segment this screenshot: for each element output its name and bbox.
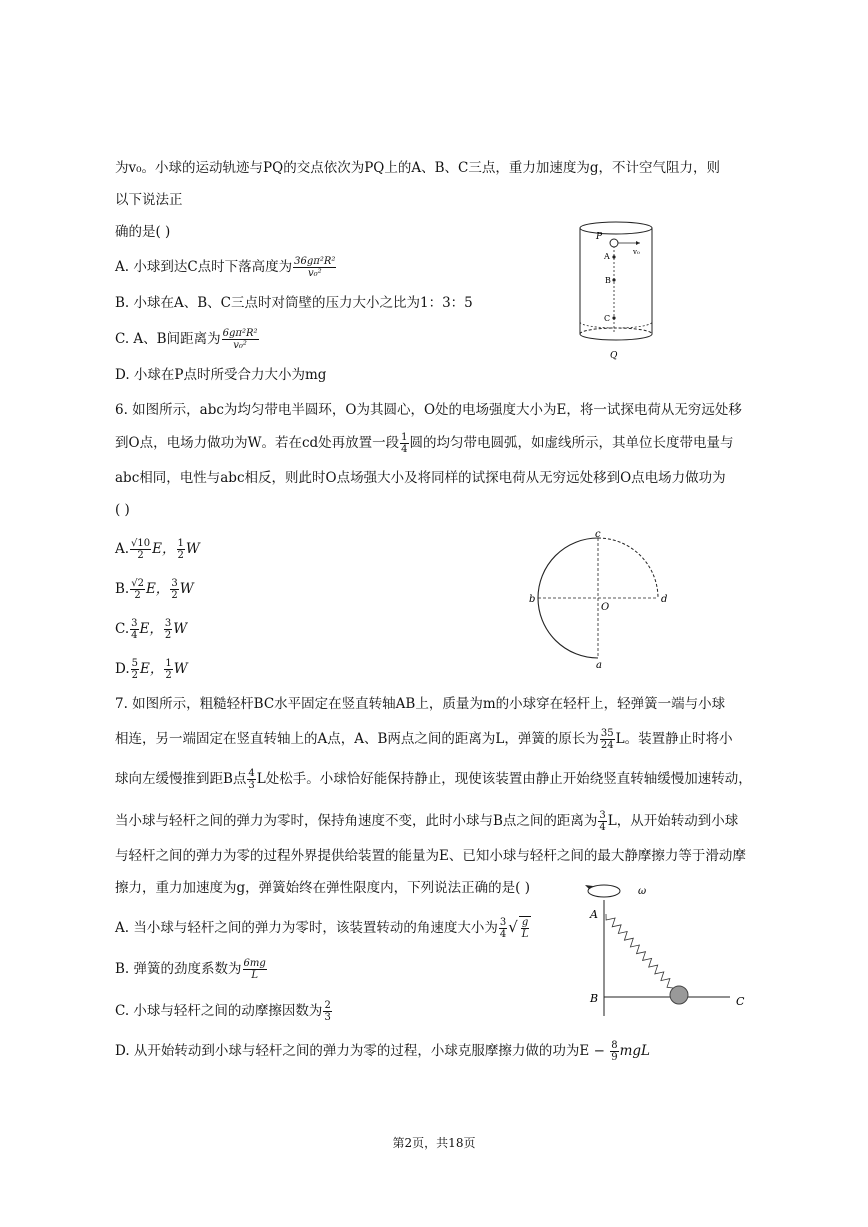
q7-option-a [115,916,531,940]
quarter-arc-cd [598,538,658,598]
label-d: d [661,594,668,605]
velocity-arrowhead [636,241,640,245]
label-a: A [590,908,598,921]
frac-den: 3 [324,1012,331,1023]
cylinder-top-ellipse [580,222,652,234]
q6-line2 [115,432,734,455]
frac2 [170,578,178,601]
sqrt-fraction [521,917,530,940]
frac-num: 4 [248,768,255,779]
sqrt-sign: √ [508,918,518,936]
frac1 [130,538,151,561]
frac-den: v₀² [233,340,247,351]
frac-num: 2 [324,1000,331,1011]
frac-den: 2 [134,590,141,601]
q7-option-d-post: mgL [619,1043,650,1059]
frac2 [177,538,185,561]
frac2 [164,658,172,681]
frac-num: 1 [165,658,172,669]
q7-option-d [115,1040,650,1063]
frac1 [130,578,145,601]
option-end: W [173,621,188,637]
option-end: W [179,581,194,597]
frac-num: √10 [131,538,151,549]
label-c: c [595,530,601,540]
q7-option-c-fraction [323,1000,331,1023]
q7-line5: 与轻杆之间的弹力为零的过程外界提供给装置的能量为E、已知小球与轻杆之间的最大静摩擦力等于滑动摩 [115,848,746,864]
option-mid: E， [145,581,170,597]
frac-den: 2 [165,670,172,681]
ring-figure [520,530,680,670]
q6-line2-fraction [400,432,408,455]
frac-den: 2 [131,670,139,681]
q5-option-c-text: C. A、B间距离为 [115,331,221,347]
q6-option-c [115,618,187,641]
cylinder-bottom-back [580,328,652,334]
frac-den: 24 [600,740,614,751]
label-a: A [604,252,610,261]
q7-option-a-sqrt [519,916,532,940]
option-mid: E， [152,541,176,557]
label-omega: ω [638,886,647,897]
frac-num: 8 [611,1040,618,1051]
frac-num: g [521,917,529,928]
q7-line3-text-a: 球向左缓慢推到距B点 [115,771,247,787]
option-mid: E， [140,661,164,677]
q7-line2-fraction [600,728,615,751]
option-mid: E， [139,621,163,637]
q7-option-a-text: A. 当小球与轻杆之间的弹力为零时，该装置转动的角速度大小为 [115,920,498,936]
q6-line4: ( ) [115,502,130,518]
frac-den: L [521,929,529,940]
q7-line2-text-b: L。装置静止时将小 [615,731,733,747]
cylinder-figure [570,212,662,362]
option-label: D. [115,661,130,677]
q5-option-a-text: A. 小球到达C点时下落高度为 [115,259,293,275]
q5-line2: 以下说法正 [115,192,183,208]
frac-den: 4 [599,822,606,833]
frac-num: 5 [131,658,139,669]
q5-option-a [115,256,337,279]
label-a: a [596,660,602,670]
q7-line2-text-a: 相连，另一端固定在竖直转轴上的A点，A、B两点之间的距离为L，弹簧的原长为 [115,731,599,747]
q7-option-c-text: C. 小球与轻杆之间的动摩擦因数为 [115,1003,323,1019]
q7-line2 [115,728,733,751]
rod-spring-figure [580,878,750,1018]
q7-line3 [115,768,752,791]
frac-num: 6gπ²R² [222,328,258,339]
frac-den: 9 [611,1052,618,1063]
q5-option-c [115,328,260,351]
frac1 [130,618,138,641]
option-end: W [185,541,200,557]
frac-den: 3 [248,780,255,791]
frac-num: 3 [164,618,172,629]
label-b: B [590,992,599,1005]
cylinder-c-level [580,322,652,328]
q7-line1: 7. 如图所示，粗糙轻杆BC水平固定在竖直转轴AB上，质量为m的小球穿在轻杆上，轻弹簧一端与小球 [115,696,726,712]
frac-den: 2 [177,550,184,561]
q7-option-c [115,1000,333,1023]
label-b: B [605,276,611,285]
q7-line4-fraction [598,810,606,833]
point-c-dot [612,316,615,319]
frac2 [164,618,172,641]
frac-den: 4 [131,630,138,641]
frac-den: 2 [164,630,172,641]
option-end: W [173,661,188,677]
q7-option-d-fraction [610,1040,618,1063]
label-p: P [596,232,603,242]
frac-num: 3 [599,810,606,821]
q5-option-b: B. 小球在A、B、C三点时对筒壁的压力大小之比为1：3：5 [115,295,473,311]
point-a-dot [612,255,615,258]
q7-line3-text-b: L处松手。小球恰好能保持静止，现使该装置由静止开始绕竖直转轴缓慢加速转动， [256,771,752,787]
label-o: O [601,602,610,613]
q7-line4-text-b: L，从开始转动到小球 [607,813,739,829]
frac-num: 3 [499,917,507,928]
frac-den: v₀² [307,268,322,279]
ball [610,239,618,247]
q7-line4-text-a: 当小球与轻杆之间的弹力为零时，保持角速度不变，此时小球与B点之间的距离为 [115,813,598,829]
q6-line2-text-a: 到O点，电场力做功为W。若在cd处再放置一段 [115,435,400,451]
frac-den: 2 [171,590,178,601]
frac1 [131,658,139,681]
frac-num: 1 [401,432,408,443]
q5-line3: 确的是( ) [115,224,171,240]
q7-option-b-text: B. 弹簧的劲度系数为 [115,961,242,977]
frac-den: L [251,970,258,981]
frac-num: 6mg [243,958,266,969]
q7-option-a-fraction [499,917,507,940]
label-q: Q [610,351,618,361]
label-c: C [604,314,611,323]
q7-line4 [115,810,738,833]
q6-line2-text-b: 圆的均匀带电圆弧，如虚线所示，其单位长度带电量与 [409,435,734,451]
frac-num: 3 [131,618,138,629]
q7-option-d-text: D. 从开始转动到小球与轻杆之间的弹力为零的过程，小球克服摩擦力做的功为E − [115,1043,610,1059]
option-label: A. [115,541,130,557]
frac-den: 4 [401,444,408,455]
q5-option-a-fraction [293,256,336,279]
q5-option-c-fraction [222,328,259,351]
q6-option-a [115,538,200,561]
frac-num: √2 [131,578,144,589]
frac-den: 2 [137,550,144,561]
spring [606,914,673,988]
q5-line1: 为v₀。小球的运动轨迹与PQ的交点依次为PQ上的A、B、C三点，重力加速度为g，不计空气阻力，则 [115,160,720,176]
frac-num: 1 [177,538,184,549]
page-footer: 第2页，共18页 [392,1136,476,1150]
q7-option-b [115,958,268,981]
option-label: C. [115,621,130,637]
frac-num: 36gπ²R² [294,256,336,267]
frac-num: 35 [600,728,614,739]
frac-num: 3 [171,578,178,589]
q5-option-d: D. 小球在P点时所受合力大小为mg [115,367,327,383]
cylinder-bottom-front [580,334,652,340]
ball [670,986,688,1004]
point-b-dot [612,278,615,281]
q6-option-d [115,658,188,681]
frac-den: 4 [499,929,507,940]
q7-option-b-fraction [243,958,267,981]
q6-option-b [115,578,194,601]
option-label: B. [115,581,130,597]
label-b: b [529,594,536,605]
q6-line3: abc相同，电性与abc相反，则此时O点场强大小及将同样的试探电荷从无穷远处移到O点电场力做功为 [115,470,726,486]
label-c: C [736,995,745,1008]
rotation-ellipse [588,885,620,897]
q6-line1: 6. 如图所示，abc为均匀带电半圆环，O为其圆心，O处的电场强度大小为E，将一试探电荷从无穷远处移 [115,402,742,418]
q7-line3-fraction [247,768,255,791]
q7-line6: 擦力，重力加速度为g，弹簧始终在弹性限度内，下列说法正确的是( ) [115,880,530,896]
label-v0: v₀ [633,248,640,256]
